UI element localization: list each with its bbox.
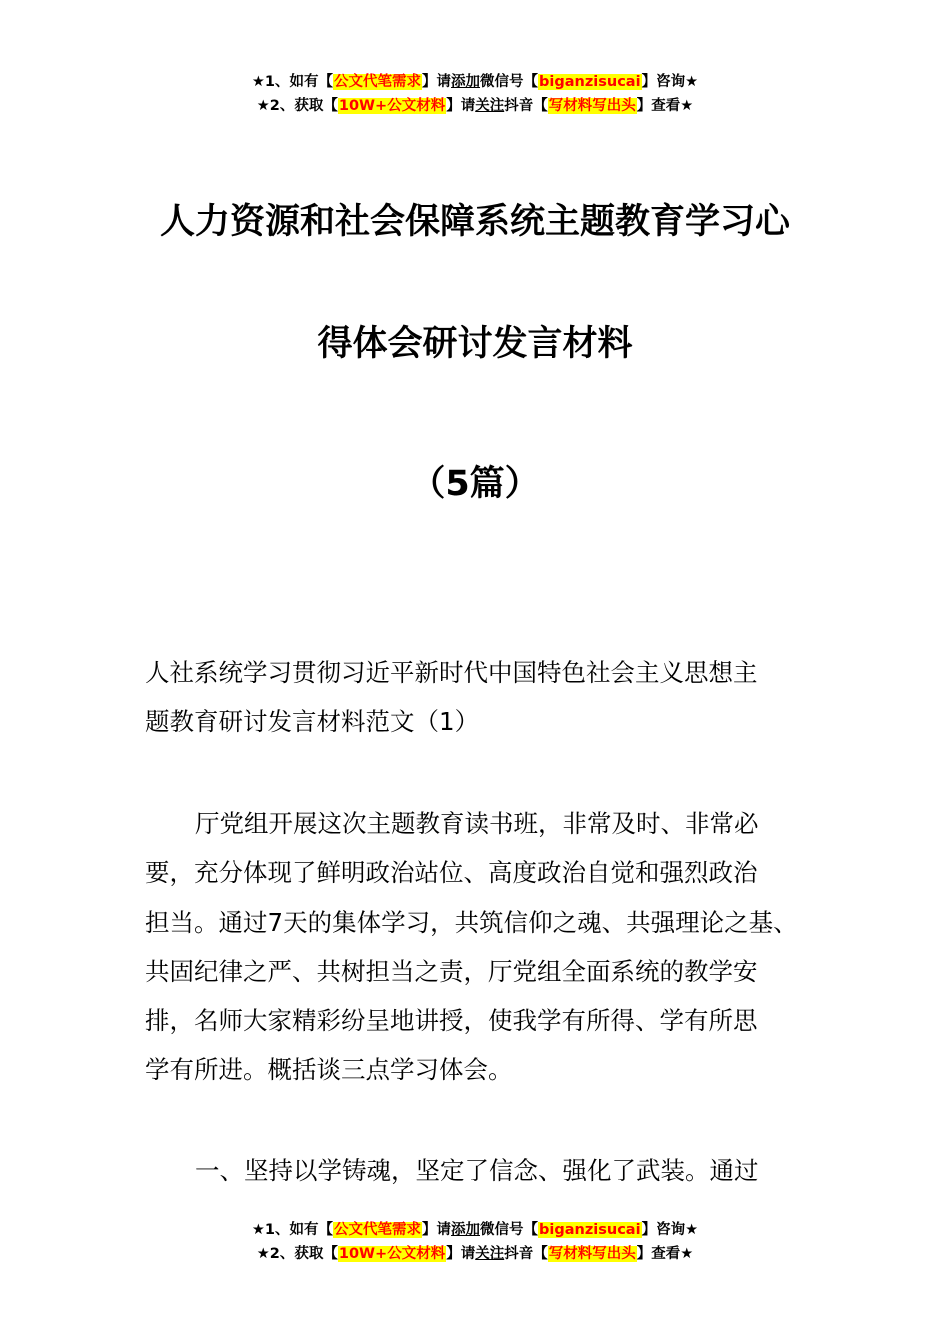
paragraph-line: 共固纪律之严、共树担当之责，厅党组全面系统的教学安	[145, 956, 758, 986]
section-heading-line: 人社系统学习贯彻习近平新时代中国特色社会主义思想主	[145, 658, 758, 687]
banner-text: ★1、如有【	[251, 74, 334, 90]
banner-text: 】咨询★	[641, 1222, 699, 1238]
banner-text: ★1、如有【	[251, 1222, 334, 1238]
banner-highlight: 10W+公文材料	[338, 1246, 446, 1262]
doc-title-line-1: 人力资源和社会保障系统主题教育学习心	[159, 202, 790, 242]
paragraph-line: 一、坚持以学铸魂，坚定了信念、强化了武装。通过	[195, 1156, 759, 1185]
banner-highlight: 写材料写出头	[548, 1246, 636, 1262]
banner-wechat-id: biganzisucai	[539, 74, 641, 90]
banner-text: 微信号【	[480, 1222, 539, 1238]
banner-text: 】查看★	[636, 1246, 694, 1262]
banner-text: 】请	[422, 74, 452, 90]
banner-text: 】请	[446, 1246, 476, 1262]
banner-line-1	[0, 70, 950, 94]
paragraph-line: 排，名师大家精彩纷呈地讲授，使我学有所得、学有所思	[145, 1006, 758, 1036]
paragraph-line: 要，充分体现了鲜明政治站位、高度政治自觉和强烈政治	[145, 858, 758, 888]
paragraph-2	[145, 1146, 817, 1195]
section-heading-line: 题教育研讨发言材料范文（1）	[145, 707, 480, 737]
banner-text: ★2、获取【	[256, 1246, 338, 1262]
footer-banner	[0, 1218, 950, 1266]
paragraph-1	[145, 799, 817, 1095]
banner-text: ★2、获取【	[256, 98, 338, 114]
banner-underline-text: 关注	[475, 98, 505, 114]
header-banner	[0, 70, 950, 118]
paragraph-line: 担当。通过7天的集体学习，共筑信仰之魂、共强理论之基、	[145, 907, 798, 937]
banner-line-2	[0, 1242, 950, 1266]
banner-highlight: 公文代笔需求	[334, 1222, 422, 1238]
doc-subtitle: （5篇）	[410, 464, 540, 504]
banner-underline-text: 添加	[451, 74, 481, 90]
banner-line-1	[0, 1218, 950, 1242]
banner-highlight: 公文代笔需求	[334, 74, 422, 90]
banner-underline-text: 添加	[451, 1222, 481, 1238]
banner-underline-text: 关注	[475, 1246, 505, 1262]
banner-text: 微信号【	[480, 74, 539, 90]
banner-text: 抖音【	[504, 98, 548, 114]
paragraph-line: 厅党组开展这次主题教育读书班，非常及时、非常必	[195, 809, 759, 838]
banner-text: 抖音【	[504, 1246, 548, 1262]
banner-text: 】咨询★	[641, 74, 699, 90]
banner-wechat-id: biganzisucai	[539, 1222, 641, 1238]
banner-highlight: 写材料写出头	[548, 98, 636, 114]
banner-text: 】查看★	[636, 98, 694, 114]
doc-title-line-2: 得体会研讨发言材料	[317, 324, 633, 364]
banner-line-2	[0, 94, 950, 118]
section-heading	[145, 648, 817, 747]
banner-highlight: 10W+公文材料	[338, 98, 446, 114]
banner-text: 】请	[422, 1222, 452, 1238]
paragraph-line: 学有所进。概括谈三点学习体会。	[145, 1055, 513, 1085]
banner-text: 】请	[446, 98, 476, 114]
